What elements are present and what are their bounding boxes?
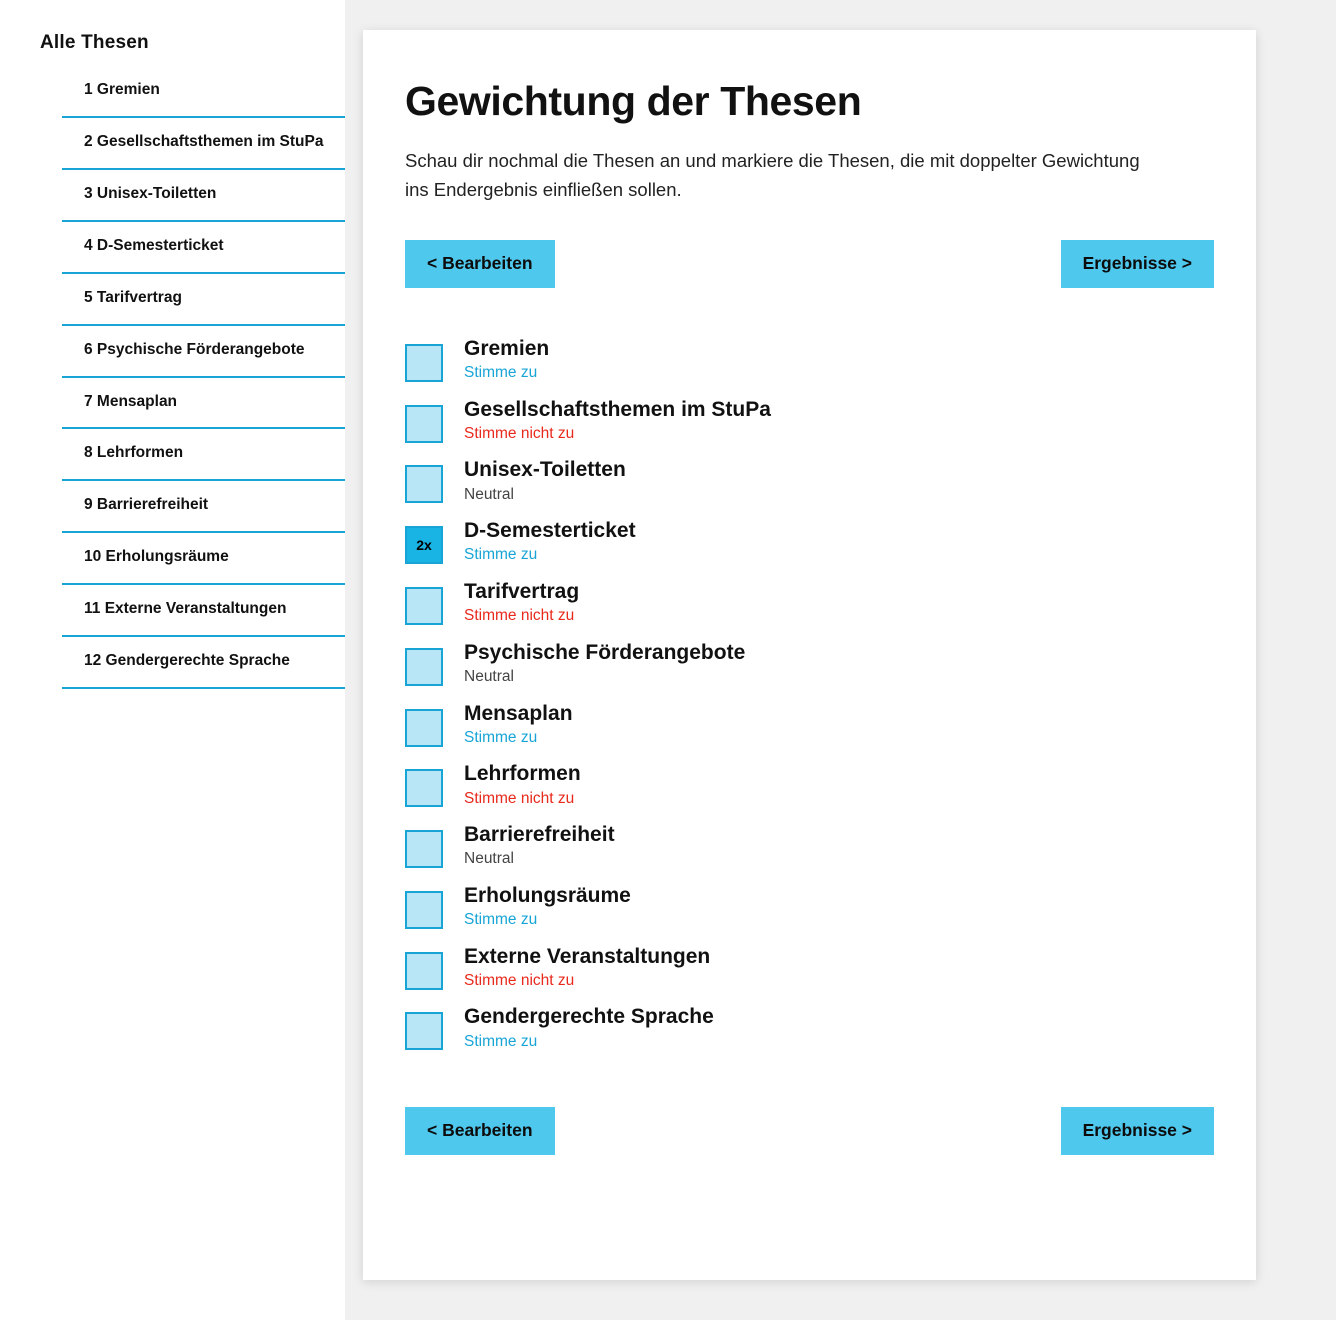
weight-checkbox-11[interactable] — [405, 952, 443, 990]
sidebar-item-2[interactable]: 2 Gesellschaftsthemen im StuPa — [62, 118, 345, 170]
sidebar-item-1[interactable]: 1 Gremien — [62, 80, 345, 118]
thesis-row — [405, 518, 1214, 565]
sidebar-item-11[interactable]: 11 Externe Veranstaltungen — [62, 585, 345, 637]
weight-checkbox-6[interactable] — [405, 648, 443, 686]
weight-checkbox-4[interactable]: 2x — [405, 526, 443, 564]
thesis-answer: Stimme nicht zu — [464, 607, 575, 625]
thesis-name: Psychische Förderangebote — [464, 640, 746, 664]
top-button-row — [405, 240, 1214, 288]
thesis-row — [405, 640, 1214, 687]
results-button-bottom[interactable]: Ergebnisse > — [1061, 1107, 1214, 1155]
bottom-button-row — [405, 1107, 1214, 1155]
thesis-text — [464, 822, 615, 869]
thesis-name: Gremien — [464, 336, 550, 360]
main-card — [363, 30, 1256, 1280]
thesis-name: Barrierefreiheit — [464, 823, 615, 847]
thesis-row — [405, 944, 1214, 991]
results-button-top[interactable]: Ergebnisse > — [1061, 240, 1214, 288]
thesis-text — [464, 944, 710, 991]
thesis-text — [464, 457, 626, 504]
weight-checkbox-12[interactable] — [405, 1012, 443, 1050]
thesis-weighting-list — [405, 336, 1214, 1051]
thesis-row — [405, 336, 1214, 383]
back-button-top[interactable]: < Bearbeiten — [405, 240, 555, 288]
thesis-name: Erholungsräume — [464, 883, 631, 907]
thesis-row — [405, 1004, 1214, 1051]
thesis-answer: Neutral — [464, 850, 514, 868]
thesis-row — [405, 457, 1214, 504]
thesis-text — [464, 883, 631, 930]
sidebar-item-9[interactable]: 9 Barrierefreiheit — [62, 481, 345, 533]
sidebar — [0, 0, 345, 1320]
thesis-answer: Stimme zu — [464, 546, 538, 564]
thesis-row — [405, 883, 1214, 930]
thesis-name: Lehrformen — [464, 762, 581, 786]
thesis-text — [464, 336, 549, 383]
page-title: Gewichtung der Thesen — [405, 78, 862, 124]
page-description: Schau dir nochmal die Thesen an und markiere die Thesen, die mit doppelter Gewichtung ins Endergebnis einfließen sollen. — [405, 150, 1140, 200]
thesis-name: D-Semesterticket — [464, 519, 636, 543]
weight-checkbox-7[interactable] — [405, 709, 443, 747]
weight-checkbox-10[interactable] — [405, 891, 443, 929]
sidebar-item-8[interactable]: 8 Lehrformen — [62, 429, 345, 481]
thesis-row — [405, 397, 1214, 444]
thesis-name: Gendergerechte Sprache — [464, 1005, 714, 1029]
thesis-answer: Neutral — [464, 667, 514, 685]
sidebar-item-4[interactable]: 4 D-Semesterticket — [62, 222, 345, 274]
thesis-row — [405, 822, 1214, 869]
sidebar-title: Alle Thesen — [40, 32, 149, 53]
thesis-row — [405, 701, 1214, 748]
thesis-name: Mensaplan — [464, 701, 573, 725]
thesis-text — [464, 701, 573, 748]
thesis-row — [405, 579, 1214, 626]
thesis-name: Gesellschaftsthemen im StuPa — [464, 397, 771, 421]
weight-checkbox-8[interactable] — [405, 769, 443, 807]
sidebar-item-12[interactable]: 12 Gendergerechte Sprache — [62, 637, 345, 689]
thesis-answer: Stimme nicht zu — [464, 424, 575, 442]
sidebar-item-7[interactable]: 7 Mensaplan — [62, 378, 345, 430]
weight-checkbox-5[interactable] — [405, 587, 443, 625]
thesis-text — [464, 397, 771, 444]
thesis-answer: Stimme zu — [464, 1032, 538, 1050]
thesis-answer: Neutral — [464, 485, 514, 503]
weight-checkbox-1[interactable] — [405, 344, 443, 382]
thesis-text — [464, 1004, 714, 1051]
thesis-row — [405, 761, 1214, 808]
thesis-answer: Stimme zu — [464, 364, 538, 382]
thesis-text — [464, 518, 636, 565]
thesis-answer: Stimme zu — [464, 728, 538, 746]
sidebar-thesis-list — [0, 80, 345, 689]
sidebar-item-6[interactable]: 6 Psychische Förderangebote — [62, 326, 345, 378]
sidebar-item-5[interactable]: 5 Tarifvertrag — [62, 274, 345, 326]
weight-checkbox-3[interactable] — [405, 465, 443, 503]
thesis-text — [464, 761, 581, 808]
thesis-name: Externe Veranstaltungen — [464, 944, 711, 968]
thesis-text — [464, 579, 579, 626]
thesis-name: Tarifvertrag — [464, 579, 580, 603]
sidebar-item-10[interactable]: 10 Erholungsräume — [62, 533, 345, 585]
weight-checkbox-9[interactable] — [405, 830, 443, 868]
thesis-name: Unisex-Toiletten — [464, 458, 626, 482]
thesis-answer: Stimme zu — [464, 911, 538, 929]
thesis-answer: Stimme nicht zu — [464, 971, 575, 989]
back-button-bottom[interactable]: < Bearbeiten — [405, 1107, 555, 1155]
thesis-text — [464, 640, 745, 687]
sidebar-item-3[interactable]: 3 Unisex-Toiletten — [62, 170, 345, 222]
thesis-answer: Stimme nicht zu — [464, 789, 575, 807]
weight-checkbox-2[interactable] — [405, 405, 443, 443]
